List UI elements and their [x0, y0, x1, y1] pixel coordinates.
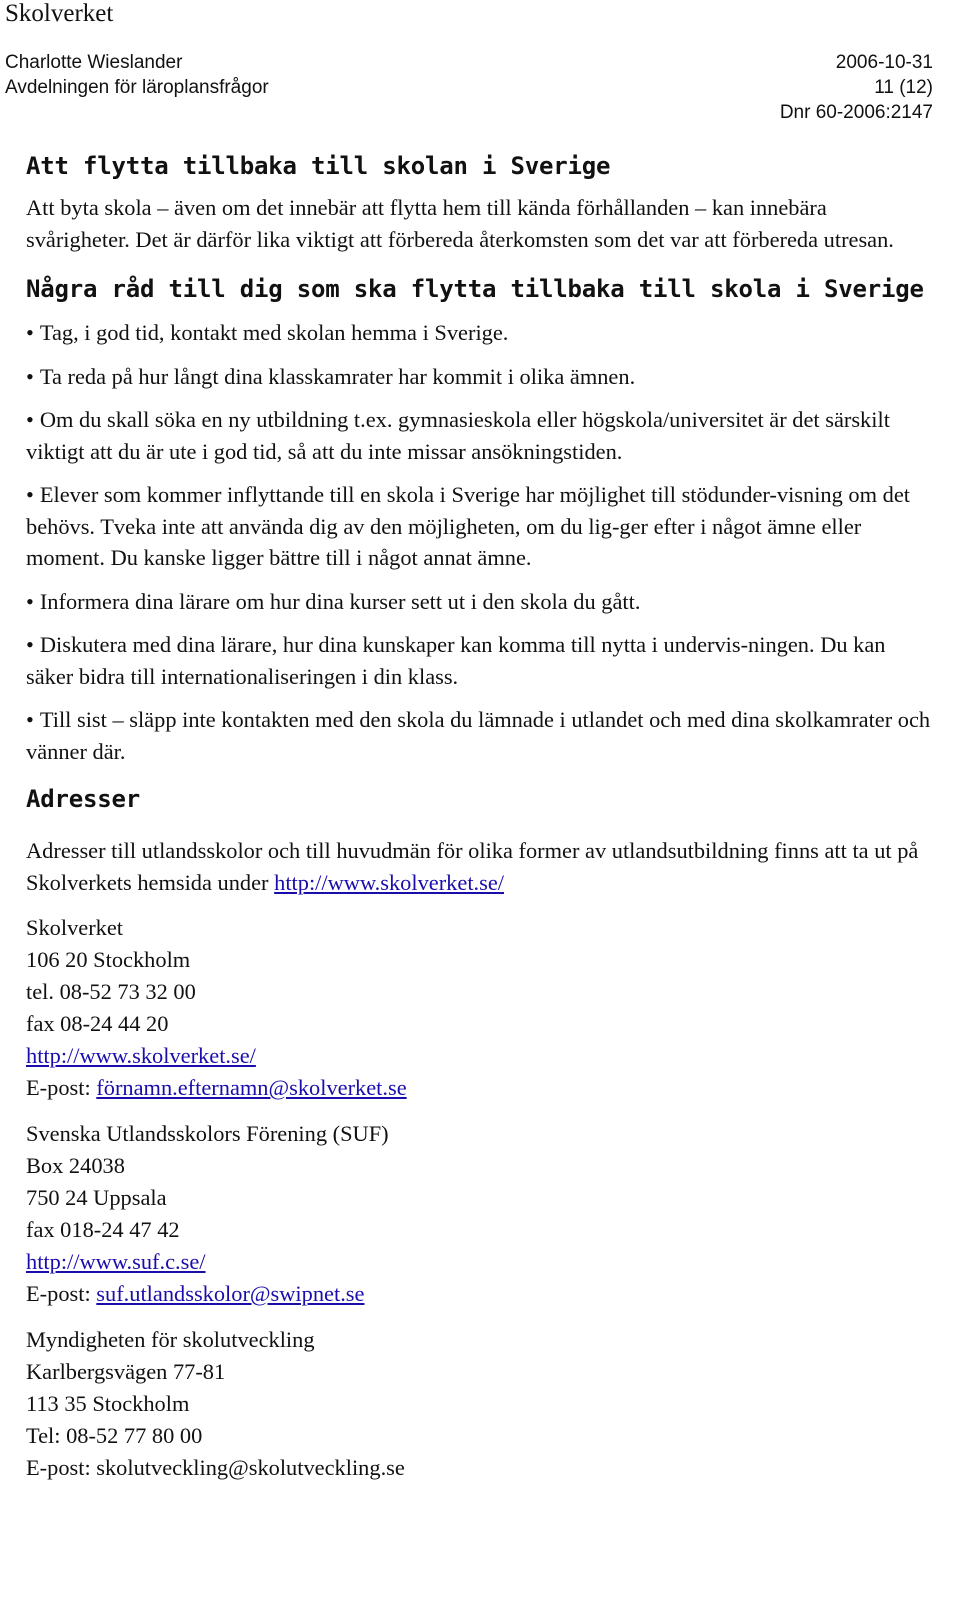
address-name: Myndigheten för skolutveckling: [26, 1327, 315, 1352]
address-email-line: E-post: förnamn.efternamn@skolverket.se: [26, 1075, 407, 1100]
bullet-icon: •: [26, 482, 34, 507]
address-block-skolverket: [26, 912, 934, 1104]
list-item: • Diskutera med dina lärare, hur dina kunskaper kan komma till nytta i undervis-ningen. Du kan säker bidra till internationaliseringen i din klass.: [26, 632, 886, 689]
bullet-icon: •: [26, 707, 34, 732]
suf-web-link[interactable]: http://www.suf.c.se/: [26, 1249, 206, 1274]
list-item: • Informera dina lärare om hur dina kurser sett ut i den skola du gått.: [26, 588, 641, 614]
address-block-suf: [26, 1118, 934, 1310]
address-phone: tel. 08-52 73 32 00: [26, 979, 196, 1004]
suf-email-link[interactable]: suf.utlandsskolor@swipnet.se: [96, 1281, 365, 1306]
bullet-icon: •: [26, 320, 34, 345]
list-item: • Till sist – släpp inte kontakten med den skola du lämnade i utlandet och med dina skolkamrater och vänner där.: [26, 707, 931, 764]
list-item: • Om du skall söka en ny utbildning t.ex. gymnasieskola eller högskola/universitet är det särskilt viktigt att du är ute i god tid, så att du inte missar ansökningstiden.: [26, 407, 890, 464]
section-heading-addresses: Adresser: [26, 785, 140, 813]
department-name: Avdelningen för läroplansfrågor: [5, 77, 269, 98]
page-number: 11 (12): [874, 77, 933, 98]
list-item: • Elever som kommer inflyttande till en skola i Sverige har möjlighet till stödunder-visning om det behövs. Tveka inte att använda dig av den möjligheten, om du lig-ger efter i något ämne eller moment. Du kanske ligger bättre till i något annat ämne.: [26, 482, 910, 570]
address-phone: Tel: 08-52 77 80 00: [26, 1423, 203, 1448]
list-item: • Tag, i god tid, kontakt med skolan hemma i Sverige.: [26, 320, 509, 345]
address-name: Skolverket: [26, 915, 124, 940]
advice-list: [26, 317, 934, 767]
address-block-myndigheten: [26, 1324, 934, 1484]
section-heading-return: Att flytta tillbaka till skolan i Sverige: [26, 152, 611, 180]
bullet-icon: •: [26, 588, 34, 614]
organization-name: Skolverket: [5, 0, 114, 27]
address-city: 750 24 Uppsala: [26, 1185, 167, 1210]
address-fax: fax 018-24 47 42: [26, 1217, 180, 1242]
section-heading-advice: Några råd till dig som ska flytta tillbaka till skola i Sverige: [26, 275, 924, 303]
document-dnr: Dnr 60-2006:2147: [779, 102, 933, 123]
address-box: Box 24038: [26, 1153, 125, 1178]
address-fax: fax 08-24 44 20: [26, 1011, 169, 1036]
skolverket-email-link[interactable]: förnamn.efternamn@skolverket.se: [96, 1075, 407, 1100]
skolverket-web-link[interactable]: http://www.skolverket.se/: [26, 1043, 256, 1068]
address-name: Svenska Utlandsskolors Förening (SUF): [26, 1121, 389, 1146]
address-street: 106 20 Stockholm: [26, 947, 191, 972]
document-date: 2006-10-31: [835, 52, 933, 73]
header-left: [5, 50, 269, 100]
document-body: [26, 150, 934, 1498]
address-email-line: E-post: skolutveckling@skolutveckling.se: [26, 1455, 405, 1480]
address-city: 113 35 Stockholm: [26, 1391, 190, 1416]
header-right: [780, 50, 933, 125]
skolverket-website-link[interactable]: http://www.skolverket.se/: [274, 869, 505, 895]
bullet-icon: •: [26, 363, 34, 389]
author-name: Charlotte Wieslander: [5, 52, 183, 73]
address-email-line: E-post: suf.utlandsskolor@swipnet.se: [26, 1281, 365, 1306]
addresses-intro-text: Adresser till utlandsskolor och till huvudmän för olika former av utlandsutbildning finns att ta ut på Skolverkets hemsida under http://www.skolverket.se/: [26, 838, 919, 895]
address-street: Karlbergsvägen 77-81: [26, 1359, 226, 1384]
bullet-icon: •: [26, 407, 34, 432]
bullet-icon: •: [26, 632, 34, 657]
list-item: • Ta reda på hur långt dina klasskamrater har kommit i olika ämnen.: [26, 363, 636, 389]
section-intro-text: Att byta skola – även om det innebär att flytta hem till kända förhållanden – kan innebära svårigheter. Det är därför lika viktigt att förbereda återkomsten som det var att förbereda utresan.: [26, 195, 894, 252]
